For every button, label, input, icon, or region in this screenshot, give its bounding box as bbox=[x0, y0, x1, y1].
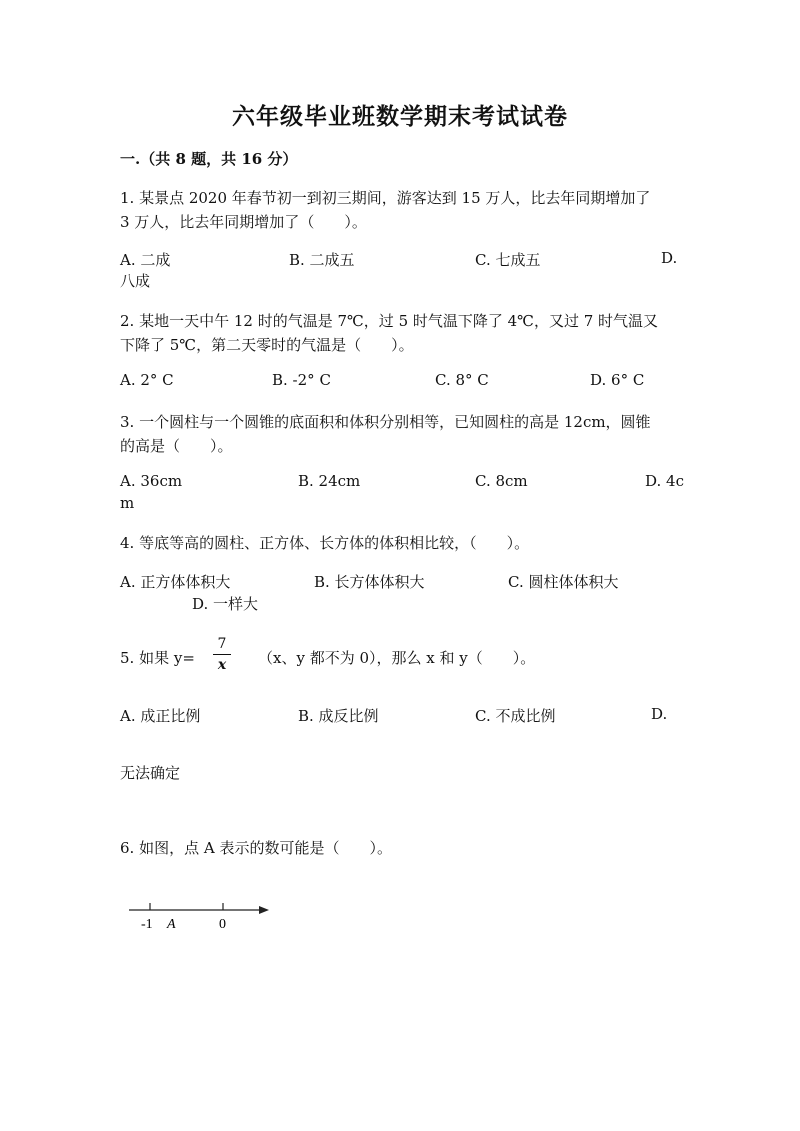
point-a-label: A bbox=[167, 917, 176, 932]
q2-option-b: B. -2° C bbox=[272, 371, 331, 389]
fraction-denominator: x bbox=[217, 657, 227, 673]
number-line-figure bbox=[125, 898, 275, 934]
q2-option-a: A. 2° C bbox=[120, 371, 174, 389]
section-heading: 一.（共 8 题，共 16 分） bbox=[120, 150, 298, 168]
q1-option-b: B. 二成五 bbox=[289, 251, 355, 269]
q4-option-a: A. 正方体体积大 bbox=[120, 573, 231, 591]
q1-text-line1: 1. 某景点 2020 年春节初一到初三期间，游客达到 15 万人，比去年同期增加了 bbox=[120, 189, 651, 207]
q5-option-a: A. 成正比例 bbox=[120, 707, 201, 725]
q6-text-line1: 6. 如图，点 A 表示的数可能是（ ）。 bbox=[120, 839, 392, 857]
q5-option-c: C. 不成比例 bbox=[475, 707, 556, 725]
q2-text-line2: 下降了 5℃，第二天零时的气温是（ ）。 bbox=[120, 336, 414, 354]
q4-text-line1: 4. 等底等高的圆柱、正方体、长方体的体积相比较，（ ）。 bbox=[120, 534, 530, 552]
q3-option-a: A. 36cm bbox=[120, 472, 183, 490]
fraction-bar bbox=[213, 654, 231, 655]
page-title: 六年级毕业班数学期末考试试卷 bbox=[232, 103, 568, 130]
q3-option-d-text: m bbox=[120, 494, 135, 512]
q3-option-c: C. 8cm bbox=[475, 472, 528, 490]
q2-option-d: D. 6° C bbox=[590, 371, 645, 389]
tick-label-minus-one: -1 bbox=[141, 917, 153, 932]
q1-option-a: A. 二成 bbox=[120, 251, 171, 269]
q1-option-d: D. bbox=[661, 249, 678, 267]
q3-text-line2: 的高是（ ）。 bbox=[120, 437, 233, 455]
q3-option-d: D. 4c bbox=[645, 472, 684, 490]
q4-option-d: D. 一样大 bbox=[192, 595, 259, 613]
q1-text-line2: 3 万人，比去年同期增加了（ ）。 bbox=[120, 213, 367, 231]
q5-prefix: 5. 如果 y= bbox=[120, 649, 195, 667]
q5-suffix: （x、y 都不为 0），那么 x 和 y（ ）。 bbox=[258, 649, 536, 667]
q3-option-b: B. 24cm bbox=[298, 472, 361, 490]
q5-option-d-text: 无法确定 bbox=[120, 764, 181, 782]
q2-option-c: C. 8° C bbox=[435, 371, 489, 389]
q5-fraction bbox=[212, 636, 232, 673]
q1-option-d-text: 八成 bbox=[120, 272, 151, 290]
q5-option-b: B. 成反比例 bbox=[298, 707, 379, 725]
number-line-arrow bbox=[259, 906, 269, 914]
q1-option-c: C. 七成五 bbox=[475, 251, 541, 269]
q5-option-d: D. bbox=[651, 705, 668, 723]
fraction-numerator: 7 bbox=[217, 636, 227, 652]
q4-option-c: C. 圆柱体体积大 bbox=[508, 573, 619, 591]
q3-text-line1: 3. 一个圆柱与一个圆锥的底面积和体积分别相等，已知圆柱的高是 12cm，圆锥 bbox=[120, 413, 651, 431]
tick-label-zero: 0 bbox=[219, 917, 226, 932]
q4-option-b: B. 长方体体积大 bbox=[314, 573, 425, 591]
q2-text-line1: 2. 某地一天中午 12 时的气温是 7℃，过 5 时气温下降了 4℃，又过 7 时气温又 bbox=[120, 312, 659, 330]
